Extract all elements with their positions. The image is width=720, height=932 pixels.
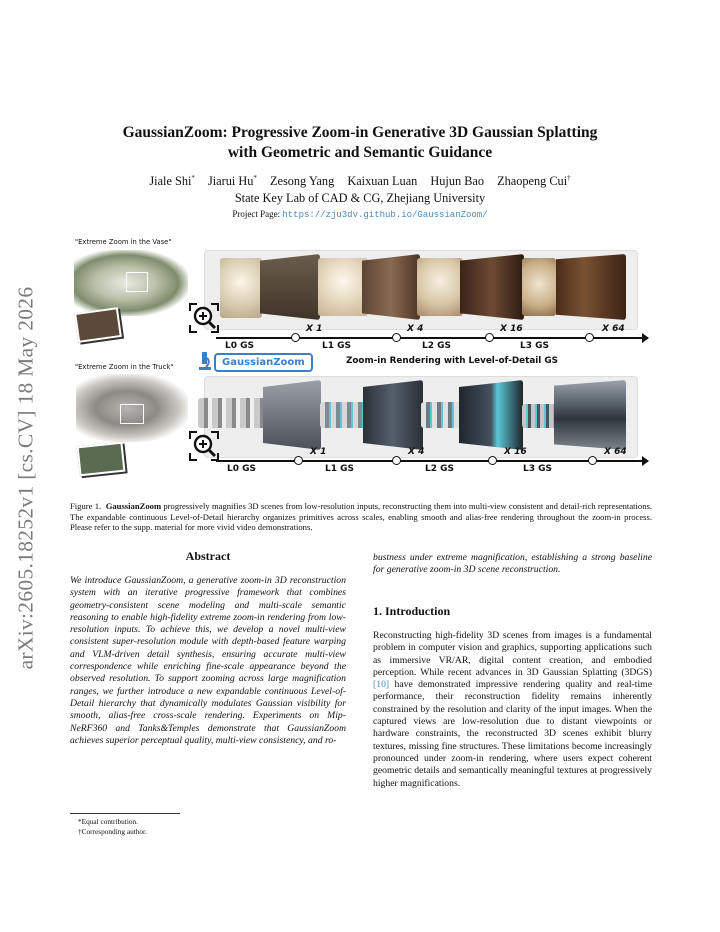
author: Hujun Bao <box>430 174 485 189</box>
title-line-2: with Geometric and Semantic Guidance <box>227 144 493 161</box>
paper-title <box>60 123 660 163</box>
truck-tile-l1-frame <box>263 380 321 450</box>
arxiv-stamp <box>4 255 48 700</box>
intro-heading: 1. Introduction <box>373 604 451 618</box>
figure-caption <box>70 501 652 533</box>
truck-tile-l2 <box>421 402 461 428</box>
axis-node <box>585 333 594 342</box>
author: Zesong Yang <box>270 174 335 189</box>
author: Kaixuan Luan <box>347 174 418 189</box>
lod-label: L2 GS <box>422 341 451 351</box>
truck-tile-l2-frame <box>363 380 423 450</box>
vase-tile-l1-frame <box>260 254 320 320</box>
abstract-body: We introduce GaussianZoom, a generative zoom-in 3D reconstruction system with an iterative progressive framework that combines geometry-consistent scene modeling and multi-scale semantic reasoning to enable high-fidelity extreme zoom-in rendering from low-resolution inputs. To achieve this, we develop a novel multi-view consistent super-resolution module with depth-based feature warping and VLM-driven detail synthesis, ensuring accurate multi-view correspondence while enriching fine-scale appearance beyond the observed resolution. To support zooming across large magnification ranges, we further introduce a new expandable continuous Level-of-Detail hierarchy that dynamically modulates Gaussian visibility for smooth, alias-free cross-scale rendering. Experiments on Mip-NeRF360 and Tanks&Temples demonstrate that GaussianZoom achieves superior perceptual quality, multi-view consistency, and ro- <box>70 575 346 746</box>
zoom-label: X 16 <box>500 324 523 334</box>
lod-label: L0 GS <box>227 464 256 474</box>
title-line-1: GaussianZoom: Progressive Zoom-in Generative 3D Gaussian Splatting <box>122 124 598 141</box>
vase-tile-l1 <box>318 258 368 316</box>
vase-tile-l0 <box>220 258 262 318</box>
lod-label: L0 GS <box>225 341 254 351</box>
vase-tile-l3-frame <box>460 254 524 320</box>
vase-tile-l2-frame <box>362 254 420 320</box>
lod-label: L1 GS <box>322 341 351 351</box>
axis-node <box>392 333 401 342</box>
zoom-label: X 64 <box>602 324 625 334</box>
intro-text: have demonstrated impressive rendering quality and real-time performance, their reconstruction fidelity remains inherently constrained by the resolution and clarity of the input images. When the captured views are low-resolution due to distant viewpoints or hardware constraints, the reconstructed 3D scenes exhibit blurry textures, missing fine structures. These limitations become increasingly pronounced under zoom-in rendering, where users expect coherent geometric details and semantically meaningful textures at progressively higher magnifications. <box>373 679 652 789</box>
vase-tile-l3 <box>522 258 556 316</box>
project-page <box>60 209 660 220</box>
footnote-corresponding-author: †Corresponding author. <box>78 827 147 836</box>
axis-node <box>588 456 597 465</box>
truck-tile-l1 <box>320 402 366 428</box>
caption-bold: GaussianZoom <box>105 501 162 511</box>
axis-arrow-icon <box>642 456 649 466</box>
intro-text: Reconstructing high-fidelity 3D scenes from images is a fundamental problem in computer vision and graphics, supporting applications such as immersive VR/AR, digital content creation, and embodied perception. While recent advances in 3D Gaussian Splatting (3DGS) <box>373 630 652 678</box>
zoom-region-box <box>120 404 144 424</box>
microscope-icon <box>198 350 212 372</box>
lod-label: L1 GS <box>325 464 354 474</box>
magnifier-icon <box>188 302 220 334</box>
author-list <box>60 174 660 189</box>
axis-node <box>488 456 497 465</box>
figure-center-label: Zoom-in Rendering with Level-of-Detail GS <box>346 356 558 366</box>
input-photo-stack <box>77 442 126 477</box>
arxiv-stamp-text: arXiv:2605.18252v1 [cs.CV] 18 May 2026 <box>13 286 38 669</box>
vase-tile-l2 <box>417 258 463 316</box>
vase-scene-caption: "Extreme Zoom in the Vase" <box>75 238 172 246</box>
truck-tile-l3 <box>522 404 556 428</box>
zoom-label: X 4 <box>407 324 424 334</box>
axis-arrow-icon <box>642 333 649 343</box>
citation-link[interactable]: [10] <box>373 679 390 691</box>
abstract-continuation: bustness under extreme magnification, establishing a strong baseline for generative zoom-in 3D scene reconstruction. <box>373 552 652 576</box>
project-label: Project Page: <box>232 209 281 219</box>
input-photo-stack <box>74 307 122 343</box>
author: Jiarui Hu* <box>207 174 257 189</box>
zoom-label: X 4 <box>408 447 425 457</box>
zoom-label: X 64 <box>604 447 627 457</box>
intro-body <box>373 630 652 790</box>
gaussianzoom-logo: GaussianZoom <box>214 353 313 372</box>
author: Zhaopeng Cui† <box>497 174 571 189</box>
zoom-region-box <box>126 272 148 292</box>
lod-label: L3 GS <box>520 341 549 351</box>
teaser-figure <box>70 234 650 489</box>
project-url-link[interactable]: https://zju3dv.github.io/GaussianZoom/ <box>282 210 488 220</box>
zoom-label: X 16 <box>504 447 527 457</box>
zoom-axis-bottom <box>216 460 648 462</box>
zoom-label: X 1 <box>306 324 323 334</box>
zoom-label: X 1 <box>310 447 327 457</box>
author: Jiale Shi* <box>149 174 195 189</box>
footnote-equal-contribution: *Equal contribution. <box>78 817 138 826</box>
vase-tile-x64 <box>556 254 626 320</box>
truck-tile-l3-frame <box>459 380 523 450</box>
magnifier-icon <box>188 430 220 462</box>
lod-label: L2 GS <box>425 464 454 474</box>
axis-node <box>485 333 494 342</box>
footnote-rule <box>70 813 180 814</box>
zoom-axis-top <box>216 337 648 339</box>
axis-node <box>294 456 303 465</box>
truck-scene-caption: "Extreme Zoom in the Truck" <box>75 363 174 371</box>
lod-label: L3 GS <box>523 464 552 474</box>
truck-tile-l0 <box>198 398 266 428</box>
axis-node <box>291 333 300 342</box>
affiliation: State Key Lab of CAD & CG, Zhejiang University <box>234 191 486 205</box>
caption-text: progressively magnifies 3D scenes from low-resolution inputs, reconstructing them into multi-view consistent and detail-rich representations. The expandable continuous Level-of-Detail hierarchy organizes primitives across scales, enabling smooth and alias-free rendering throughout the zoom-in process. Please refer to the supp. material for more vivid video demonstrations. <box>70 501 652 533</box>
axis-node <box>392 456 401 465</box>
truck-tile-x64 <box>554 380 626 450</box>
figure-number: Figure 1. <box>70 501 102 511</box>
abstract-heading: Abstract <box>185 549 231 563</box>
